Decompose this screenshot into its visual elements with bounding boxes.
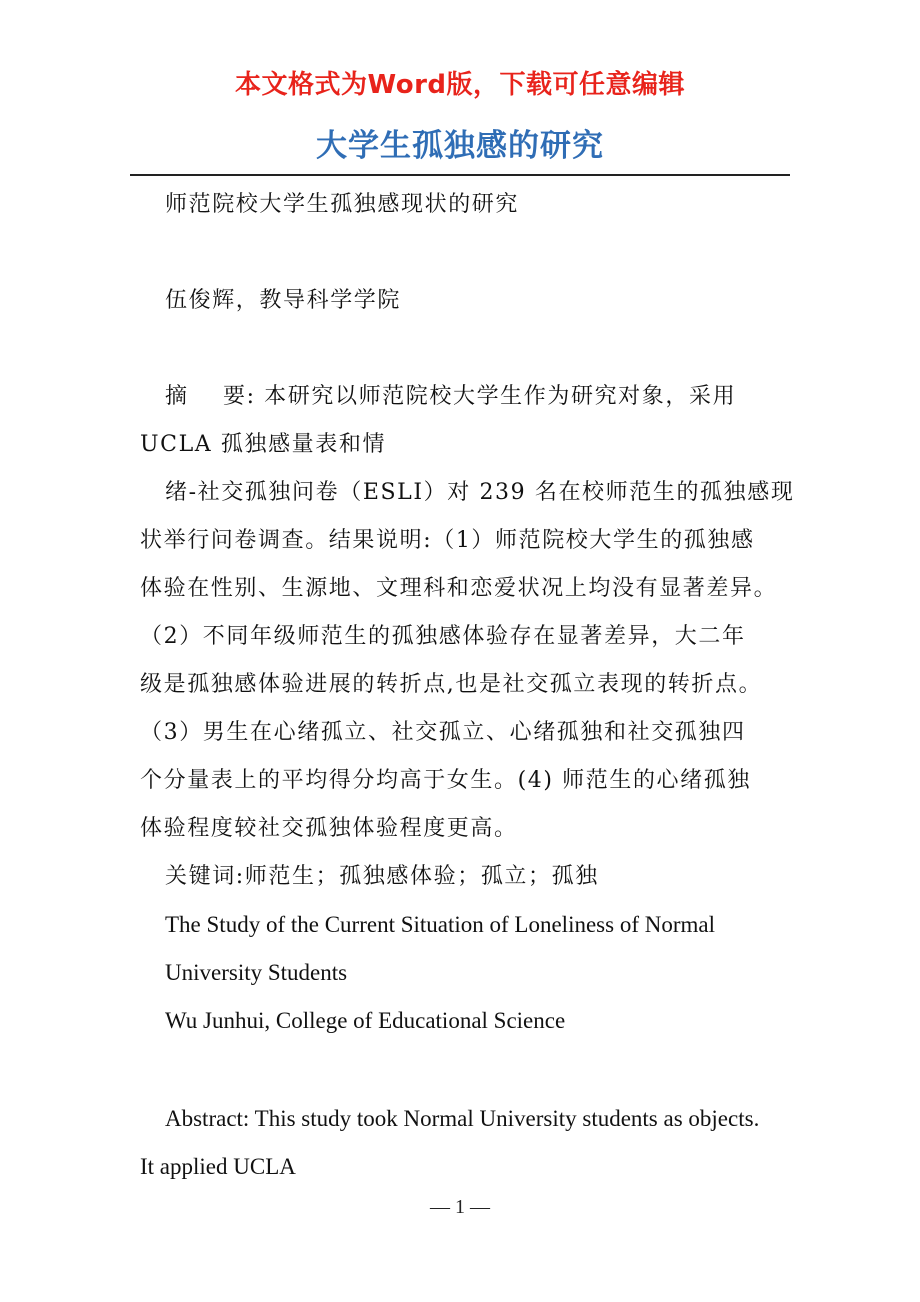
- abstract-cn-line: 级是孤独感体验进展的转折点,也是社交孤立表现的转折点。: [140, 672, 763, 697]
- page-number: — 1 —: [430, 1196, 490, 1218]
- abstract-cn-line: 体验在性别、生源地、文理科和恋爱状况上均没有显著差异。: [140, 576, 778, 601]
- abstract-cn-line: （3）男生在心绪孤立、社交孤立、心绪孤独和社交孤独四: [140, 720, 746, 745]
- abstract-cn-line: 绪-社交孤独问卷（ESLI）对 239 名在校师范生的孤独感现: [165, 480, 795, 505]
- abstract-cn-line: UCLA 孤独感量表和情: [140, 432, 387, 457]
- abstract-en-line: Abstract: This study took Normal University students as objects.: [165, 1106, 760, 1131]
- abstract-en-line: It applied UCLA: [140, 1154, 296, 1179]
- abstract-cn-line: （2）不同年级师范生的孤独感体验存在显著差异，大二年: [140, 624, 746, 649]
- paper-title-en: University Students: [165, 960, 348, 985]
- abstract-cn-line: 个分量表上的平均得分均高于女生。(4) 师范生的心绪孤独: [140, 768, 751, 793]
- author-affiliation-en: Wu Junhui, College of Educational Science: [165, 1008, 566, 1033]
- format-notice-banner: 本文格式为Word版，下载可任意编辑: [234, 70, 686, 100]
- author-affiliation-cn: 伍俊辉，教导科学学院: [165, 288, 402, 313]
- abstract-cn-line: 体验程度较社交孤独体验程度更高。: [140, 816, 518, 841]
- abstract-cn-line: 状举行问卷调查。结果说明:（1）师范院校大学生的孤独感: [140, 528, 755, 553]
- abstract-cn-line: 摘 要: 本研究以师范院校大学生作为研究对象，采用: [165, 384, 737, 409]
- paper-title-en: The Study of the Current Situation of Loneliness of Normal: [165, 912, 715, 937]
- keywords-cn: 关键词:师范生；孤独感体验；孤立；孤独: [165, 864, 599, 889]
- title-divider: [130, 174, 790, 176]
- document-title: 大学生孤独感的研究: [316, 128, 604, 164]
- paper-title-cn: 师范院校大学生孤独感现状的研究: [165, 192, 520, 217]
